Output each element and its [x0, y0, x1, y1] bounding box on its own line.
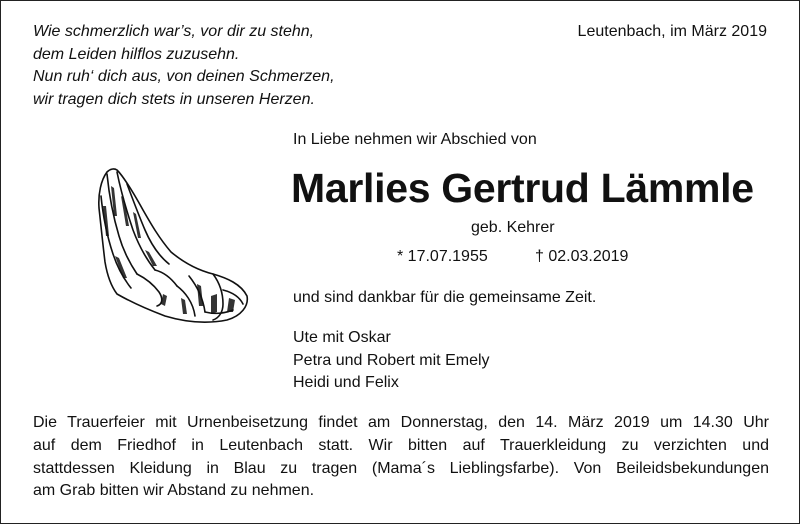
poem-line: Wie schmerzlich war’s, vor dir zu stehn, — [33, 23, 315, 40]
thanks-text: und sind dankbar für die gemeinsame Zeit. — [293, 289, 597, 306]
poem-line: Nun ruh‘ dich aus, von deinen Schmerzen, — [33, 68, 335, 85]
family-member: Petra und Robert mit Emely — [293, 351, 490, 369]
notice-line: Die Trauerfeier mit Urnenbeisetzung findet am Donnerstag, den 14. März 2019 um 14.30 Uhr — [33, 414, 769, 431]
family-list — [293, 327, 490, 395]
death-date: † 02.03.2019 — [535, 248, 629, 265]
notice-line: am Grab bitten wir Abstand zu nehmen. — [33, 482, 315, 500]
funeral-notice — [33, 412, 769, 503]
notice-line: auf dem Friedhof in Leutenbach statt. Wir bitten auf Trauerkleidung zu verzichten und — [33, 436, 769, 454]
poem-line: dem Leiden hilflos zuzusehn. — [33, 45, 240, 63]
notice-line: stattdessen Kleidung in Blau zu tragen (Mama´s Lieblingsfarbe). Von Beileidsbekundungen — [33, 459, 769, 477]
poem-line: wir tragen dich stets in unseren Herzen. — [33, 90, 315, 108]
place-date: Leutenbach, im März 2019 — [577, 23, 767, 40]
intro-text: In Liebe nehmen wir Abschied von — [293, 131, 537, 148]
birth-date: * 17.07.1955 — [397, 248, 488, 265]
family-member: Heidi und Felix — [293, 374, 399, 391]
family-member: Ute mit Oskar — [293, 329, 391, 346]
deceased-name: Marlies Gertrud Lämmle — [291, 165, 754, 211]
birth-name: geb. Kehrer — [471, 219, 555, 236]
poem — [33, 21, 335, 111]
praying-hands-icon — [93, 166, 251, 326]
